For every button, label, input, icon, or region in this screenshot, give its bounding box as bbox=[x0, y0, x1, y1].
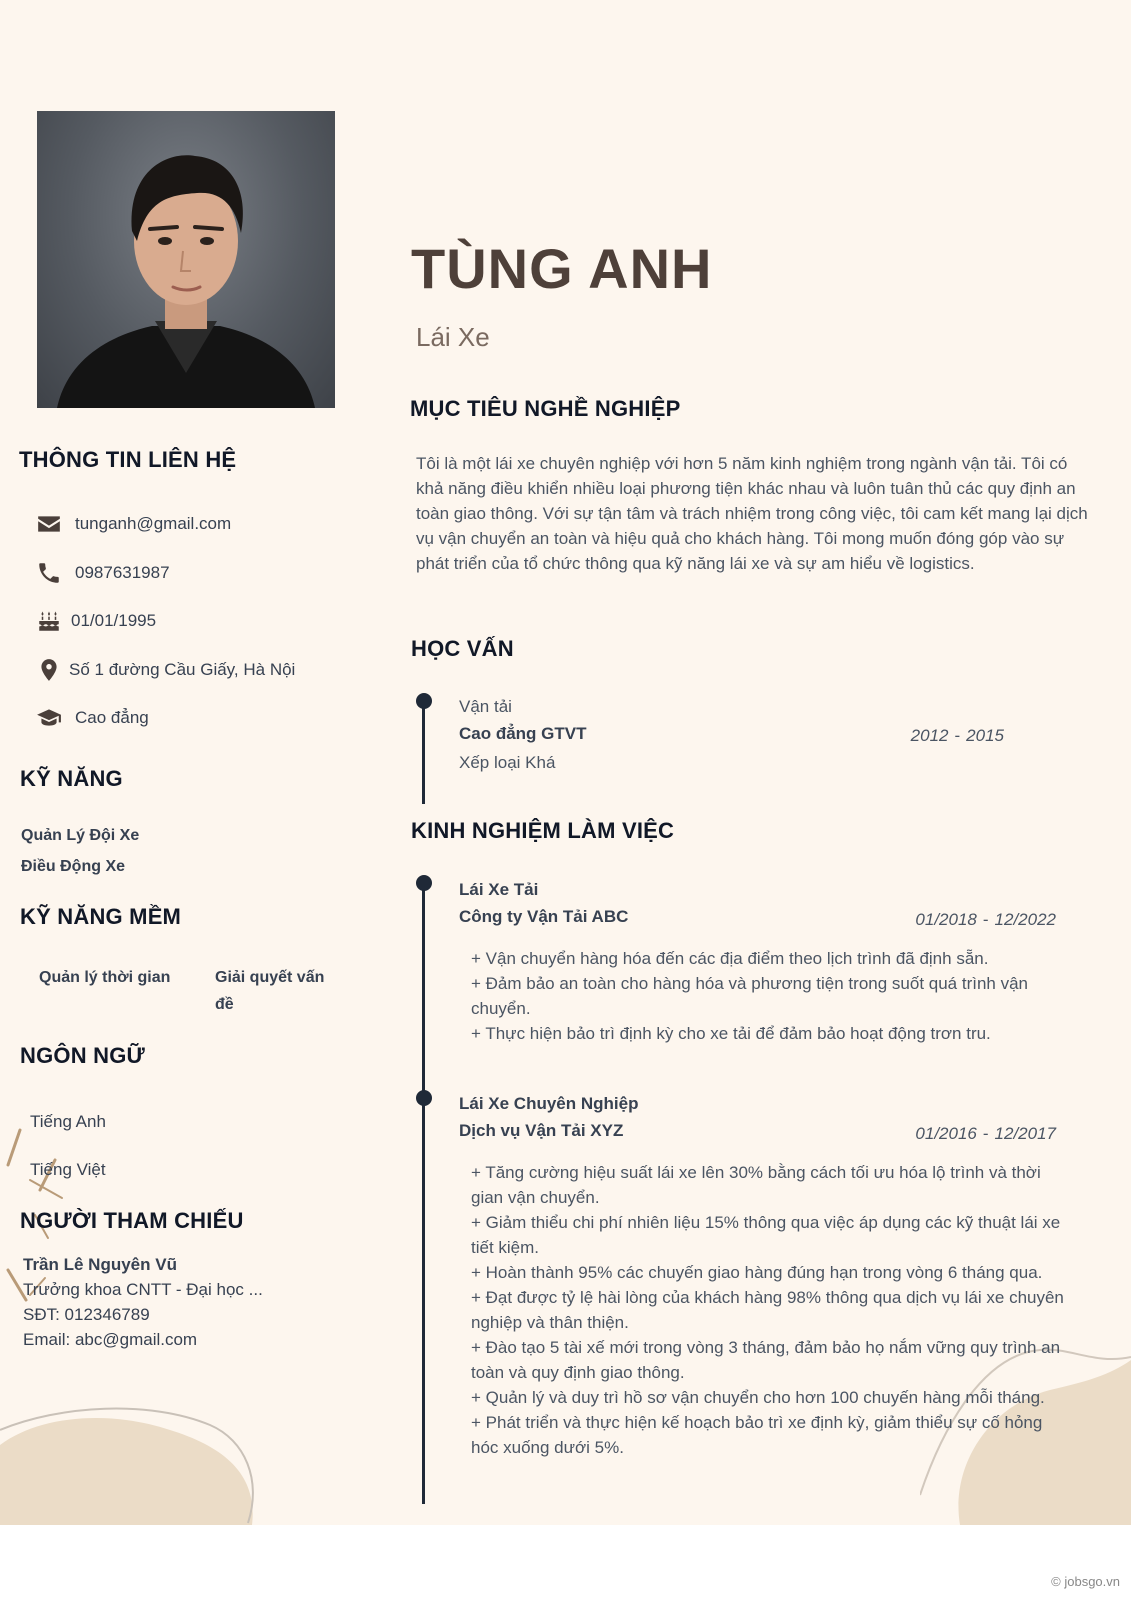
languages-section-title: NGÔN NGỮ bbox=[20, 1043, 145, 1068]
job-bullet: + Hoàn thành 95% các chuyến giao hàng đúng hạn trong vòng 6 tháng qua. bbox=[471, 1263, 1043, 1282]
job-bullet: + Đạt được tỷ lệ hài lòng của khách hàng 98% thông qua dịch vụ lái xe chuyên nghiệp và thân thiện. bbox=[471, 1288, 1064, 1332]
profile-photo bbox=[37, 111, 335, 408]
date-separator: - bbox=[982, 1124, 989, 1143]
soft-skills-section-title: KỸ NĂNG MỀM bbox=[20, 904, 182, 929]
language-item: Tiếng Việt bbox=[30, 1160, 106, 1179]
contact-address-text: Số 1 đường Cầu Giấy, Hà Nội bbox=[69, 660, 296, 679]
candidate-role: Lái Xe bbox=[416, 322, 490, 352]
job-dates bbox=[915, 910, 1056, 930]
reference-name: Trần Lê Nguyên Vũ bbox=[23, 1255, 177, 1274]
graduation-cap-icon bbox=[33, 702, 65, 734]
education-dates bbox=[911, 726, 1004, 746]
objective-text: Tôi là một lái xe chuyên nghiệp với hơn 5 năm kinh nghiệm trong ngành vận tải. Tôi có khả năng điều khiển nhiều loại phương tiện khác nhau và luôn tuân thủ các quy định an toàn giao thông. Với sự tận tâm và trách nhiệm trong công việc, tôi cam kết mang lại dịch vụ vận chuyển an toàn và hiệu quả cho khách hàng. Tôi mong muốn đóng góp vào sự phát triển của tổ chức thông qua kỹ năng lái xe và sự am hiểu về logistics. bbox=[416, 454, 1088, 573]
phone-icon bbox=[33, 557, 65, 589]
footer-copyright: © jobsgo.vn bbox=[1051, 1574, 1120, 1589]
job-bullets bbox=[471, 1160, 1071, 1460]
job-bullet: + Giảm thiểu chi phí nhiên liệu 15% thông qua việc áp dụng các kỹ thuật lái xe tiết kiệm. bbox=[471, 1213, 1061, 1257]
birthday-cake-icon bbox=[33, 605, 65, 637]
education-timeline-line bbox=[422, 700, 425, 804]
contact-phone-text: 0987631987 bbox=[75, 563, 170, 582]
date-separator: - bbox=[954, 726, 961, 745]
job-end: 12/2017 bbox=[994, 1124, 1056, 1143]
contact-phone bbox=[33, 557, 170, 589]
soft-skill-item: Giải quyết vấn đề bbox=[215, 969, 325, 1013]
language-item: Tiếng Anh bbox=[30, 1112, 106, 1131]
education-section-title: HỌC VẤN bbox=[411, 636, 514, 661]
education-major: Vận tải bbox=[459, 697, 512, 716]
map-marker-icon bbox=[33, 654, 65, 686]
contact-section-title: THÔNG TIN LIÊN HỆ bbox=[19, 447, 237, 472]
contact-education bbox=[33, 702, 149, 734]
job-bullets bbox=[471, 946, 1071, 1046]
decorative-blob-bottom-left bbox=[0, 1405, 260, 1525]
contact-birthday-text: 01/01/1995 bbox=[71, 611, 157, 630]
education-end: 2015 bbox=[966, 726, 1004, 745]
experience-timeline-line bbox=[422, 880, 425, 1504]
skills-section-title: KỸ NĂNG bbox=[20, 766, 123, 791]
job-bullet: + Tăng cường hiệu suất lái xe lên 30% bằng cách tối ưu hóa lộ trình và thời gian vận chuyển. bbox=[471, 1163, 1041, 1207]
portrait-illustration bbox=[37, 111, 335, 408]
reference-position: Trưởng khoa CNTT - Đại học ... bbox=[23, 1280, 263, 1299]
contact-address bbox=[33, 654, 295, 686]
candidate-name: TÙNG ANH bbox=[411, 237, 713, 300]
reference-email: Email: abc@gmail.com bbox=[23, 1330, 198, 1349]
skill-item: Quản Lý Đội Xe bbox=[21, 827, 140, 844]
soft-skill-item: Quản lý thời gian bbox=[39, 969, 171, 986]
education-grade: Xếp loại Khá bbox=[459, 753, 556, 772]
job-company: Công ty Vận Tải ABC bbox=[459, 907, 629, 926]
job-bullet: + Đảm bảo an toàn cho hàng hóa và phương tiện trong suốt quá trình vận chuyển. bbox=[471, 974, 1028, 1018]
job-bullet: + Phát triển và thực hiện kế hoạch bảo trì xe định kỳ, giảm thiểu sự cố hỏng hóc xuống dưới 5%. bbox=[471, 1413, 1043, 1457]
job-dates bbox=[915, 1124, 1056, 1144]
education-school: Cao đẳng GTVT bbox=[459, 724, 587, 743]
date-separator: - bbox=[982, 910, 989, 929]
references-section-title: NGƯỜI THAM CHIẾU bbox=[20, 1208, 244, 1233]
job-start: 01/2018 bbox=[915, 910, 977, 929]
job-bullet: + Vận chuyển hàng hóa đến các địa điểm theo lịch trình đã định sẵn. bbox=[471, 949, 989, 968]
job-position: Lái Xe Chuyên Nghiệp bbox=[459, 1094, 639, 1113]
contact-education-text: Cao đẳng bbox=[75, 708, 149, 727]
job-end: 12/2022 bbox=[994, 910, 1056, 929]
education-start: 2012 bbox=[910, 726, 949, 745]
job-position: Lái Xe Tải bbox=[459, 880, 539, 899]
job-timeline-dot bbox=[416, 875, 432, 891]
contact-email-text: tunganh@gmail.com bbox=[75, 514, 232, 533]
envelope-icon bbox=[33, 508, 65, 540]
contact-email bbox=[33, 508, 231, 540]
job-company: Dịch vụ Vận Tải XYZ bbox=[459, 1121, 624, 1140]
job-timeline-dot bbox=[416, 1090, 432, 1106]
reference-phone: SĐT: 012346789 bbox=[23, 1305, 150, 1324]
experience-section-title: KINH NGHIỆM LÀM VIỆC bbox=[411, 818, 675, 843]
education-timeline-dot bbox=[416, 693, 432, 709]
contact-birthday bbox=[33, 605, 156, 637]
objective-section-title: MỤC TIÊU NGHỀ NGHIỆP bbox=[410, 396, 681, 421]
job-start: 01/2016 bbox=[915, 1124, 977, 1143]
job-bullet: + Đào tạo 5 tài xế mới trong vòng 3 tháng, đảm bảo họ nắm vững quy trình an toàn và quy định giao thông. bbox=[471, 1338, 1061, 1382]
job-bullet: + Thực hiện bảo trì định kỳ cho xe tải để đảm bảo hoạt động trơn tru. bbox=[471, 1024, 991, 1043]
skill-item: Điều Động Xe bbox=[21, 858, 126, 875]
job-bullet: + Quản lý và duy trì hồ sơ vận chuyển cho hơn 100 chuyến hàng mỗi tháng. bbox=[471, 1388, 1045, 1407]
